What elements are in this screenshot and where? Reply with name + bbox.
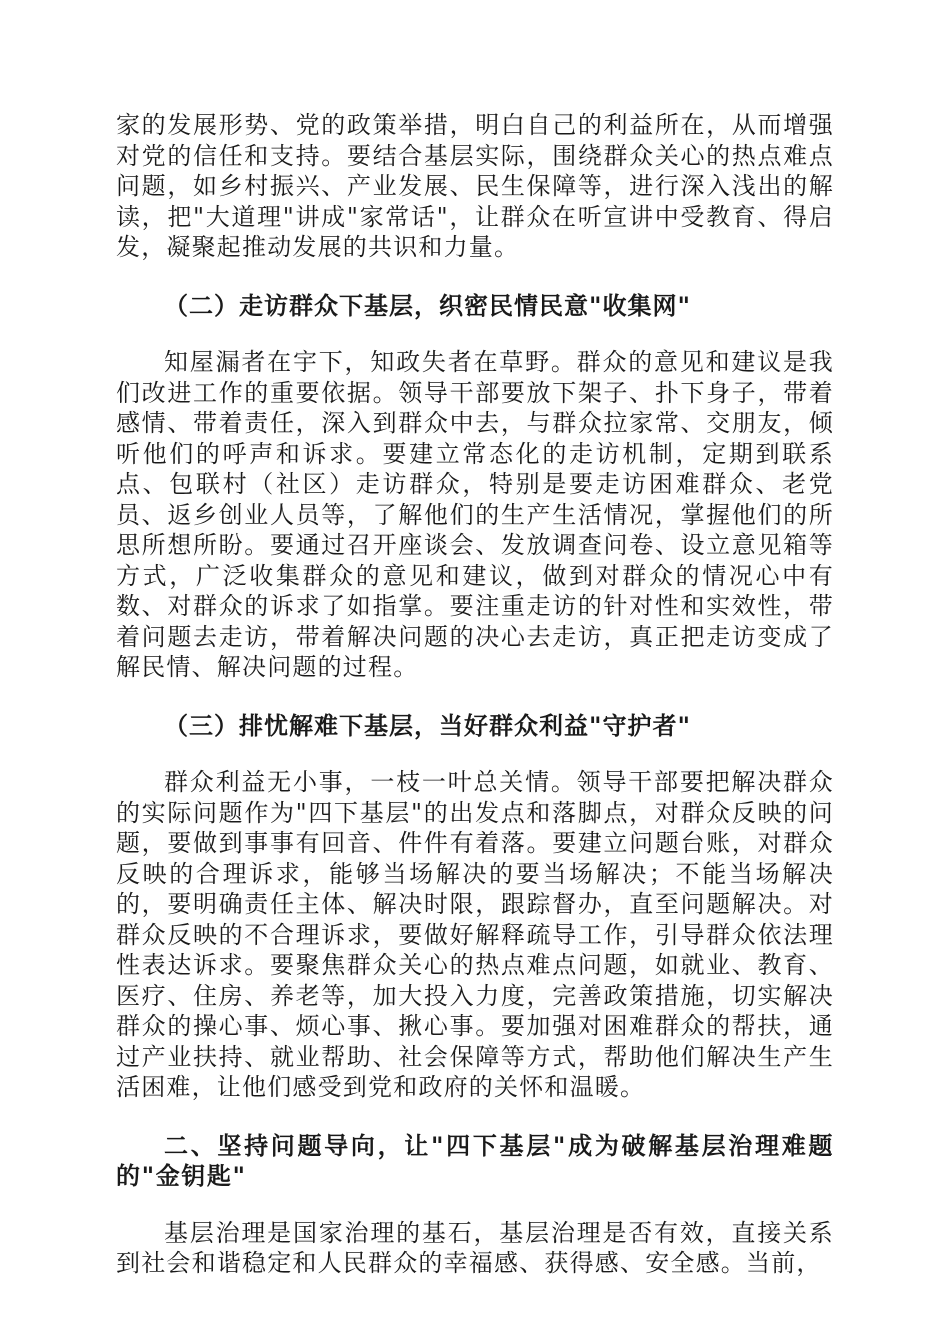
spacer — [116, 263, 834, 291]
spacer — [116, 741, 834, 767]
spacer — [116, 321, 834, 347]
spacer — [116, 683, 834, 711]
paragraph-intro: 家的发展形势、党的政策举措，明白自己的利益所在，从而增强对党的信任和支持。要结合基层实际，围绕群众关心的热点难点问题，如乡村振兴、产业发展、民生保障等，进行深入浅出的解读，把"大道理"讲成"家常话"，让群众在听宣讲中受教育、得启发，凝聚起推动发展的共识和力量。 — [116, 111, 834, 261]
paragraph-visits: 知屋漏者在宇下，知政失者在草野。群众的意见和建议是我们改进工作的重要依据。领导干部要放下架子、扑下身子，带着感情、带着责任，深入到群众中去，与群众拉家常、交朋友，倾听他们的呼声和诉求。要建立常态化的走访机制，定期到联系点、包联村（社区）走访群众，特别是要走访困难群众、老党员、返乡创业人员等，了解他们的生产生活情况，掌握他们的所思所想所盼。要通过召开座谈会、发放调查问卷、设立意见箱等方式，广泛收集群众的意见和建议，做到对群众的情况心中有数、对群众的诉求了如指掌。要注重走访的针对性和实效性，带着问题去走访，带着解决问题的决心去走访，真正把走访变成了解民情、解决问题的过程。 — [116, 348, 834, 681]
section-heading-3: （三）排忧解难下基层，当好群众利益"守护者" — [164, 711, 692, 740]
document-body — [116, 110, 834, 1279]
paragraph-problem-solving: 群众利益无小事，一枝一叶总关情。领导干部要把解决群众的实际问题作为"四下基层"的出发点和落脚点，对群众反映的问题，要做到事事有回音、件件有着落。要建立问题台账，对群众反映的合理诉求，能够当场解决的要当场解决；不能当场解决的，要明确责任主体、解决时限，跟踪督办，直至问题解决。对群众反映的不合理诉求，要做好解释疏导工作，引导群众依法理性表达诉求。要聚焦群众关心的热点难点问题，如就业、教育、医疗、住房、养老等，加大投入力度，完善政策措施，切实解决群众的操心事、烦心事、揪心事。要加强对困难群众的帮扶，通过产业扶持、就业帮助、社会保障等方式，帮助他们解决生产生活困难，让他们感受到党和政府的关怀和温暖。 — [116, 768, 834, 1101]
spacer — [116, 1192, 834, 1218]
major-heading-2: 二、坚持问题导向，让"四下基层"成为破解基层治理难题的"金钥匙" — [116, 1131, 834, 1190]
paragraph-governance: 基层治理是国家治理的基石，基层治理是否有效，直接关系到社会和谐稳定和人民群众的幸福感、获得感、安全感。当前， — [116, 1218, 834, 1277]
spacer — [116, 1103, 834, 1131]
section-heading-2: （二）走访群众下基层，织密民情民意"收集网" — [164, 291, 692, 320]
